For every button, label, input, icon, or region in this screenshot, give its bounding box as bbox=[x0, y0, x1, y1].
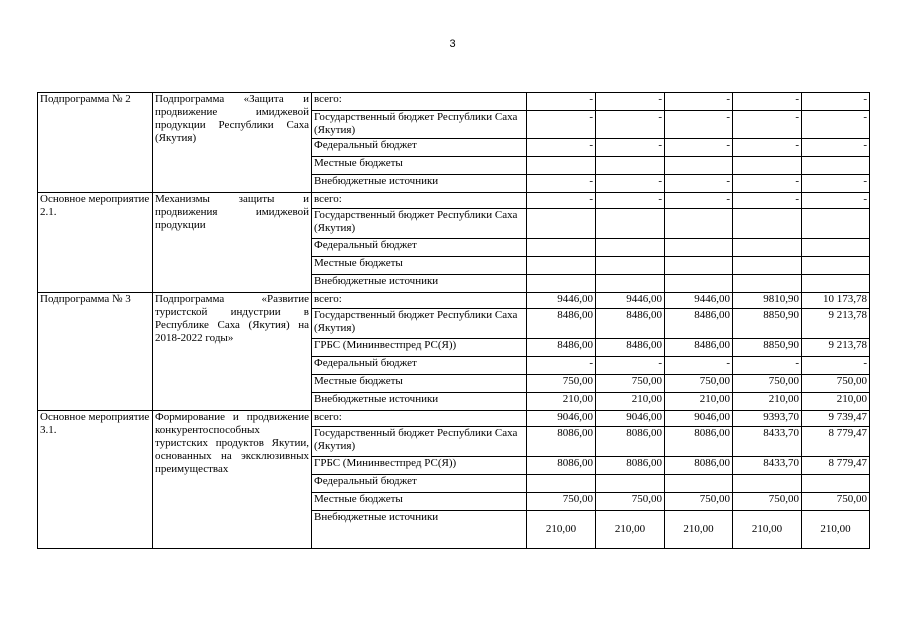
amount-cell: 8486,00 bbox=[596, 309, 665, 339]
amount-cell: 750,00 bbox=[665, 493, 733, 511]
budget-table bbox=[37, 92, 870, 549]
funding-source: Государственный бюджет Республики Саха (Якутия) bbox=[312, 427, 527, 457]
funding-source: ГРБС (Мининвестпред РС(Я)) bbox=[312, 457, 527, 475]
amount-cell bbox=[665, 275, 733, 293]
funding-source: Федеральный бюджет bbox=[312, 139, 527, 157]
amount-cell: 9 213,78 bbox=[802, 339, 870, 357]
program-title: Подпрограмма «Защита и продвижение имиджевой продукции Республики Саха (Якутия) bbox=[153, 93, 312, 193]
funding-source: Местные бюджеты bbox=[312, 157, 527, 175]
amount-cell: 750,00 bbox=[733, 375, 802, 393]
amount-cell: 9810,90 bbox=[733, 293, 802, 309]
amount-cell: 8486,00 bbox=[665, 309, 733, 339]
amount-cell bbox=[802, 239, 870, 257]
amount-cell: - bbox=[733, 175, 802, 193]
amount-cell bbox=[527, 275, 596, 293]
amount-cell: 210,00 bbox=[527, 511, 596, 549]
amount-cell: - bbox=[802, 357, 870, 375]
amount-cell: 750,00 bbox=[733, 493, 802, 511]
amount-cell: 750,00 bbox=[527, 493, 596, 511]
amount-cell: 210,00 bbox=[733, 511, 802, 549]
amount-cell: 8086,00 bbox=[665, 427, 733, 457]
amount-cell: 9446,00 bbox=[665, 293, 733, 309]
amount-cell bbox=[596, 475, 665, 493]
amount-cell bbox=[733, 475, 802, 493]
amount-cell: 9046,00 bbox=[665, 411, 733, 427]
funding-source: Государственный бюджет Республики Саха (Якутия) bbox=[312, 209, 527, 239]
amount-cell: 8086,00 bbox=[596, 457, 665, 475]
program-title: Формирование и продвижение конкурентоспособных туристских продуктов Якутии, основанных на эксклюзивных преимуществах bbox=[153, 411, 312, 549]
amount-cell: 210,00 bbox=[802, 511, 870, 549]
amount-cell: - bbox=[527, 93, 596, 111]
funding-source: Местные бюджеты bbox=[312, 493, 527, 511]
amount-cell: 8433,70 bbox=[733, 427, 802, 457]
funding-source: Государственный бюджет Республики Саха (Якутия) bbox=[312, 111, 527, 139]
funding-source: всего: bbox=[312, 93, 527, 111]
amount-cell: - bbox=[527, 175, 596, 193]
amount-cell: 210,00 bbox=[596, 393, 665, 411]
amount-cell bbox=[802, 209, 870, 239]
amount-cell: 8 779,47 bbox=[802, 457, 870, 475]
amount-cell: 8 779,47 bbox=[802, 427, 870, 457]
amount-cell: - bbox=[596, 111, 665, 139]
amount-cell: 8850,90 bbox=[733, 339, 802, 357]
amount-cell: - bbox=[596, 357, 665, 375]
funding-source: Местные бюджеты bbox=[312, 257, 527, 275]
amount-cell: 750,00 bbox=[665, 375, 733, 393]
amount-cell bbox=[665, 475, 733, 493]
amount-cell: 9 213,78 bbox=[802, 309, 870, 339]
amount-cell: - bbox=[802, 93, 870, 111]
amount-cell: 210,00 bbox=[733, 393, 802, 411]
amount-cell: - bbox=[527, 139, 596, 157]
amount-cell: 210,00 bbox=[665, 393, 733, 411]
amount-cell: - bbox=[802, 139, 870, 157]
table-row bbox=[38, 93, 870, 111]
program-code: Подпрограмма № 2 bbox=[38, 93, 153, 193]
amount-cell: 210,00 bbox=[596, 511, 665, 549]
amount-cell: 750,00 bbox=[527, 375, 596, 393]
funding-source: всего: bbox=[312, 193, 527, 209]
amount-cell bbox=[596, 209, 665, 239]
amount-cell: - bbox=[733, 111, 802, 139]
amount-cell bbox=[527, 157, 596, 175]
amount-cell: - bbox=[665, 93, 733, 111]
amount-cell: 8486,00 bbox=[527, 309, 596, 339]
amount-cell: 9446,00 bbox=[527, 293, 596, 309]
funding-source: ГРБС (Мининвестпред РС(Я)) bbox=[312, 339, 527, 357]
amount-cell: 9393,70 bbox=[733, 411, 802, 427]
amount-cell bbox=[596, 239, 665, 257]
table-row bbox=[38, 193, 870, 209]
amount-cell bbox=[733, 239, 802, 257]
amount-cell: - bbox=[802, 193, 870, 209]
funding-source: Государственный бюджет Республики Саха (Якутия) bbox=[312, 309, 527, 339]
amount-cell: - bbox=[665, 139, 733, 157]
amount-cell bbox=[733, 157, 802, 175]
amount-cell: 9046,00 bbox=[596, 411, 665, 427]
amount-cell bbox=[596, 157, 665, 175]
amount-cell: 8433,70 bbox=[733, 457, 802, 475]
amount-cell bbox=[665, 257, 733, 275]
amount-cell: 750,00 bbox=[596, 493, 665, 511]
table-row bbox=[38, 293, 870, 309]
amount-cell bbox=[802, 257, 870, 275]
amount-cell: - bbox=[733, 357, 802, 375]
amount-cell: 8486,00 bbox=[665, 339, 733, 357]
amount-cell: 8086,00 bbox=[596, 427, 665, 457]
amount-cell: - bbox=[665, 193, 733, 209]
amount-cell: - bbox=[733, 193, 802, 209]
amount-cell bbox=[596, 257, 665, 275]
funding-source: всего: bbox=[312, 411, 527, 427]
amount-cell: 9046,00 bbox=[527, 411, 596, 427]
amount-cell: - bbox=[596, 193, 665, 209]
amount-cell: - bbox=[527, 357, 596, 375]
amount-cell: - bbox=[596, 139, 665, 157]
amount-cell bbox=[596, 275, 665, 293]
amount-cell: 8086,00 bbox=[665, 457, 733, 475]
amount-cell: 210,00 bbox=[527, 393, 596, 411]
amount-cell bbox=[802, 475, 870, 493]
amount-cell: - bbox=[665, 357, 733, 375]
table-row bbox=[38, 411, 870, 427]
funding-source: Федеральный бюджет bbox=[312, 357, 527, 375]
funding-source: Местные бюджеты bbox=[312, 375, 527, 393]
program-code: Подпрограмма № 3 bbox=[38, 293, 153, 411]
amount-cell: - bbox=[665, 111, 733, 139]
amount-cell: - bbox=[802, 175, 870, 193]
amount-cell: 8086,00 bbox=[527, 457, 596, 475]
amount-cell: - bbox=[596, 93, 665, 111]
amount-cell: 8850,90 bbox=[733, 309, 802, 339]
page-number: 3 bbox=[449, 38, 456, 50]
program-code: Основное мероприятие 2.1. bbox=[38, 193, 153, 293]
amount-cell bbox=[527, 475, 596, 493]
program-title: Подпрограмма «Развитие туристской индустрии в Республике Саха (Якутия) на 2018-2022 годы» bbox=[153, 293, 312, 411]
program-title: Механизмы защиты и продвижения имиджевой продукции bbox=[153, 193, 312, 293]
funding-source: Внебюджетные источники bbox=[312, 511, 527, 549]
amount-cell: 9446,00 bbox=[596, 293, 665, 309]
amount-cell: 750,00 bbox=[596, 375, 665, 393]
amount-cell: 8086,00 bbox=[527, 427, 596, 457]
amount-cell: - bbox=[527, 111, 596, 139]
amount-cell: - bbox=[665, 175, 733, 193]
amount-cell: 210,00 bbox=[802, 393, 870, 411]
funding-source: Внебюджетные источники bbox=[312, 175, 527, 193]
amount-cell: - bbox=[733, 139, 802, 157]
amount-cell: 8486,00 bbox=[596, 339, 665, 357]
amount-cell bbox=[665, 157, 733, 175]
funding-source: Внебюджетные источники bbox=[312, 275, 527, 293]
amount-cell: 210,00 bbox=[665, 511, 733, 549]
program-code: Основное мероприятие 3.1. bbox=[38, 411, 153, 549]
amount-cell: - bbox=[733, 93, 802, 111]
amount-cell: 750,00 bbox=[802, 375, 870, 393]
amount-cell bbox=[527, 209, 596, 239]
amount-cell: 10 173,78 bbox=[802, 293, 870, 309]
amount-cell: 750,00 bbox=[802, 493, 870, 511]
funding-source: Внебюджетные источники bbox=[312, 393, 527, 411]
amount-cell: - bbox=[527, 193, 596, 209]
funding-source: Федеральный бюджет bbox=[312, 475, 527, 493]
amount-cell: - bbox=[596, 175, 665, 193]
amount-cell: - bbox=[802, 111, 870, 139]
amount-cell bbox=[802, 275, 870, 293]
amount-cell bbox=[733, 257, 802, 275]
amount-cell: 8486,00 bbox=[527, 339, 596, 357]
amount-cell bbox=[733, 275, 802, 293]
funding-source: всего: bbox=[312, 293, 527, 309]
amount-cell bbox=[665, 239, 733, 257]
amount-cell bbox=[527, 257, 596, 275]
budget-table-body bbox=[38, 93, 870, 549]
amount-cell bbox=[802, 157, 870, 175]
amount-cell bbox=[665, 209, 733, 239]
amount-cell bbox=[733, 209, 802, 239]
funding-source: Федеральный бюджет bbox=[312, 239, 527, 257]
amount-cell: 9 739,47 bbox=[802, 411, 870, 427]
amount-cell bbox=[527, 239, 596, 257]
